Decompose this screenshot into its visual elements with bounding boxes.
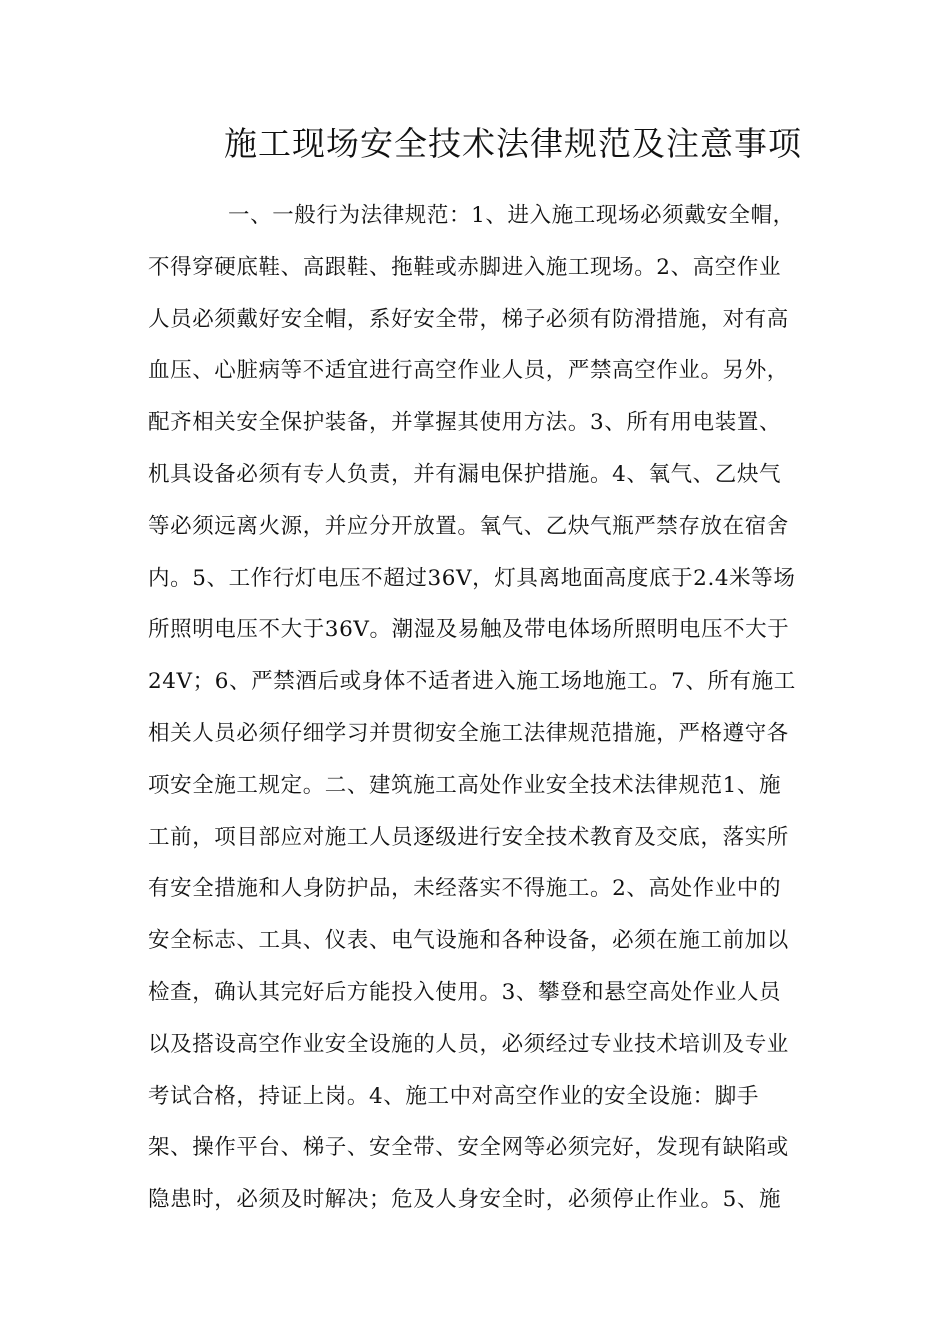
body-line: 一、一般行为法律规范：1、进入施工现场必须戴安全帽， — [228, 203, 795, 228]
body-line: 考试合格，持证上岗。4、施工中对高空作业的安全设施：脚手 — [148, 1083, 759, 1109]
body-line: 24V；6、严禁酒后或身体不适者进入施工场地施工。7、所有施工 — [148, 669, 796, 695]
document-body — [148, 190, 808, 1226]
body-line: 不得穿硬底鞋、高跟鞋、拖鞋或赤脚进入施工现场。2、高空作业 — [148, 254, 782, 280]
body-line: 内。5、工作行灯电压不超过36V，灯具离地面高度底于2.4米等场 — [148, 565, 796, 591]
body-line: 检查，确认其完好后方能投入使用。3、攀登和悬空高处作业人员 — [148, 979, 782, 1005]
body-line: 等必须远离火源，并应分开放置。氧气、乙炔气瓶严禁存放在宿舍 — [148, 513, 789, 539]
body-line: 有安全措施和人身防护品，未经落实不得施工。2、高处作业中的 — [148, 876, 782, 902]
body-line: 配齐相关安全保护装备，并掌握其使用方法。3、所有用电装置、 — [148, 410, 782, 436]
body-line: 相关人员必须仔细学习并贯彻安全施工法律规范措施，严格遵守各 — [148, 720, 789, 746]
body-line: 血压、心脏病等不适宜进行高空作业人员，严禁高空作业。另外， — [148, 358, 789, 384]
body-line: 所照明电压不大于36V。潮湿及易触及带电体场所照明电压不大于 — [148, 617, 790, 643]
body-line: 项安全施工规定。二、建筑施工高处作业安全技术法律规范1、施 — [148, 772, 782, 798]
body-line: 工前，项目部应对施工人员逐级进行安全技术教育及交底，落实所 — [148, 824, 789, 850]
body-line: 安全标志、工具、仪表、电气设施和各种设备，必须在施工前加以 — [148, 928, 789, 954]
document-title: 施工现场安全技术法律规范及注意事项 — [224, 124, 802, 163]
body-line: 架、操作平台、梯子、安全带、安全网等必须完好，发现有缺陷或 — [148, 1135, 789, 1161]
body-line: 机具设备必须有专人负责，并有漏电保护措施。4、氧气、乙炔气 — [148, 461, 782, 487]
body-line: 人员必须戴好安全帽，系好安全带，梯子必须有防滑措施，对有高 — [148, 306, 789, 332]
body-line: 隐患时，必须及时解决；危及人身安全时，必须停止作业。5、施 — [148, 1187, 782, 1213]
body-line: 以及搭设高空作业安全设施的人员，必须经过专业技术培训及专业 — [148, 1031, 789, 1057]
